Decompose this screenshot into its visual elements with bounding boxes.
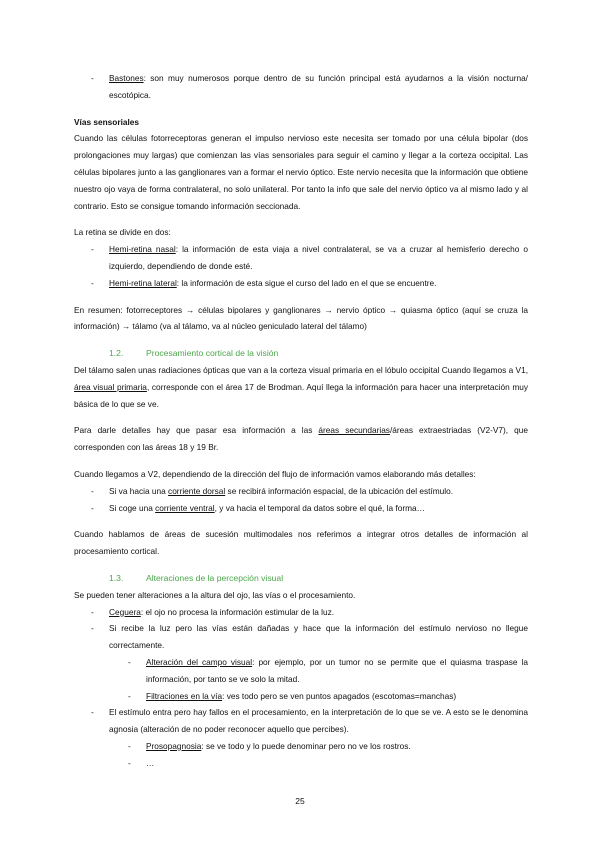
list-item-hemi-nasal bbox=[91, 241, 528, 275]
list-item-prosopagnosia bbox=[128, 738, 528, 755]
text-span: : se ve todo y lo puede denominar pero no ve los rostros. bbox=[201, 740, 411, 751]
list-item-vias-danadas bbox=[91, 620, 528, 654]
text-hemi-lateral: : la información de esta sigue el curso del lado en el que se encuentre. bbox=[176, 277, 437, 288]
bullet-dash: - bbox=[91, 606, 94, 617]
list-item-hemi-lateral bbox=[91, 275, 528, 292]
term-filtraciones: Filtraciones en la vía bbox=[146, 690, 223, 701]
section-number: 1.2. bbox=[109, 348, 124, 359]
bullet-dash: - bbox=[91, 707, 94, 718]
text-bastones: : son muy numerosos porque dentro de su función principal está ayudarnos a la visión nocturna/ escotópica. bbox=[109, 73, 528, 100]
section-title: Procesamiento cortical de la visión bbox=[146, 348, 279, 359]
heading-section-1-2 bbox=[74, 345, 528, 362]
heading-vias-sensoriales: Vías sensoriales bbox=[74, 116, 140, 127]
term-areas-secundarias: áreas secundarias bbox=[318, 425, 390, 436]
term-bastones: Bastones bbox=[109, 73, 144, 83]
list-item-corriente-ventral bbox=[91, 500, 528, 517]
list-item-ellipsis bbox=[128, 755, 528, 772]
list-item-bastones bbox=[91, 70, 528, 104]
paragraph-v2: Cuando llegamos a V2, dependiendo de la dirección del flujo de información vamos elaborando más detalles: bbox=[74, 468, 476, 479]
term-corriente-dorsal: corriente dorsal bbox=[168, 485, 226, 496]
bullet-dash: - bbox=[91, 277, 94, 288]
bullet-dash: - bbox=[91, 502, 94, 513]
term-area-visual-primaria: área visual primaria bbox=[74, 381, 147, 392]
text-span: Si va hacia una bbox=[109, 485, 169, 496]
text-span: /áreas extraestriadas (V2-V7), que corresponden con las áreas 18 y 19 Br. bbox=[74, 425, 528, 453]
text-span: Del tálamo salen unas radiaciones ópticas que van a la corteza visual primaria en el lóbulo occipital Cuando llegamos a V1, bbox=[74, 364, 528, 375]
text-span: : el ojo no procesa la información estimular de la luz. bbox=[140, 606, 335, 617]
bullet-dash: - bbox=[128, 740, 131, 751]
heading-section-1-3 bbox=[74, 570, 528, 587]
text-span: : por ejemplo, por un tumor no se permite que el quiasma traspase la información, por tanto se ve solo la mitad. bbox=[146, 656, 528, 684]
paragraph-alteraciones-intro: Se pueden tener alteraciones a la altura del ojo, las vías o el procesamiento. bbox=[74, 589, 356, 600]
bullet-dash: - bbox=[128, 757, 131, 768]
list-item-campo-visual bbox=[128, 654, 528, 688]
term-campo-visual: Alteración del campo visual bbox=[146, 656, 253, 667]
bullet-dash: - bbox=[128, 690, 131, 701]
term-prosopagnosia: Prosopagnosia bbox=[146, 740, 202, 751]
bullet-dash: - bbox=[91, 623, 94, 634]
paragraph-multimodales: Cuando hablamos de áreas de sucesión multimodales nos referimos a integrar otros detalles de información al procesamiento cortical. bbox=[74, 529, 528, 557]
bullet-dash: - bbox=[91, 485, 94, 496]
text-hemi-nasal: : la información de esta viaja a nivel contralateral, se va a cruzar al hemisferio derecho o izquierdo, dependiendo de donde esté. bbox=[109, 244, 528, 271]
term-hemi-nasal: Hemi-retina nasal bbox=[109, 244, 176, 255]
list-item-corriente-dorsal bbox=[91, 483, 528, 500]
paragraph-talamo bbox=[74, 362, 528, 412]
text-span: , corresponde con el área 17 de Brodman. Aquí llega la información para hacer una interpretación muy básica de lo que se ve. bbox=[74, 381, 528, 409]
text-span: … bbox=[146, 757, 155, 768]
term-ceguera: Ceguera bbox=[109, 606, 141, 617]
list-item-filtraciones bbox=[128, 688, 528, 705]
list-item-agnosia bbox=[91, 704, 528, 738]
retina-intro: La retina se divide en dos: bbox=[74, 227, 171, 238]
paragraph-areas-secundarias bbox=[74, 422, 528, 456]
term-corriente-ventral: corriente ventral bbox=[155, 502, 215, 513]
term-hemi-lateral: Hemi-retina lateral bbox=[109, 277, 177, 288]
paragraph-resumen: En resumen: fotorreceptores → células bipolares y ganglionares → nervio óptico → quiasma óptico (aquí se cruza la información) → tálamo (va al tálamo, va al núcleo geniculado lateral del tálamo) bbox=[74, 304, 528, 332]
text-span: El estímulo entra pero hay fallos en el procesamiento, en la interpretación de lo que se ve. A esto se le denomina agnosia (alteración de no poder reconocer aquello que percibes). bbox=[109, 707, 528, 735]
bullet-dash: - bbox=[91, 244, 94, 255]
text-span: Si recibe la luz pero las vías están dañadas y hace que la información del estímulo nervioso no llegue correctamente. bbox=[109, 623, 528, 651]
text-span: Para darle detalles hay que pasar esa información a las bbox=[74, 425, 319, 436]
text-span: , y va hacia el temporal da datos sobre el qué, la forma… bbox=[214, 502, 425, 513]
text-span: Si coge una bbox=[109, 502, 156, 513]
list-item-ceguera bbox=[91, 604, 528, 621]
paragraph-vias: Cuando las células fotorreceptoras generan el impulso nervioso este necesita ser tomado por una célula bipolar (dos prolongaciones muy largas) que comienzan las vías sensoriales para seguir el camino y llegar a la corteza occipital. Las células bipolares junto a las ganglionares van a formar el nervio óptico. Este nervio necesita que la información que obtiene nuestro ojo vaya de forma contralateral, no solo unilateral. Por tanto la info que sale del nervio óptico va al mismo lado y al contrario. Esto se consigue tomando información seccionada. bbox=[74, 133, 528, 211]
bullet-dash: - bbox=[128, 656, 131, 667]
bullet-dash: - bbox=[91, 73, 94, 83]
text-span: : ves todo pero se ven puntos apagados (escotomas=manchas) bbox=[222, 690, 457, 701]
document-page bbox=[74, 0, 528, 771]
section-number: 1.3. bbox=[109, 572, 124, 583]
text-span: se recibirá información espacial, de la ubicación del estímulo. bbox=[225, 485, 454, 496]
section-title: Alteraciones de la percepción visual bbox=[146, 572, 284, 583]
page-number: 25 bbox=[295, 796, 305, 806]
